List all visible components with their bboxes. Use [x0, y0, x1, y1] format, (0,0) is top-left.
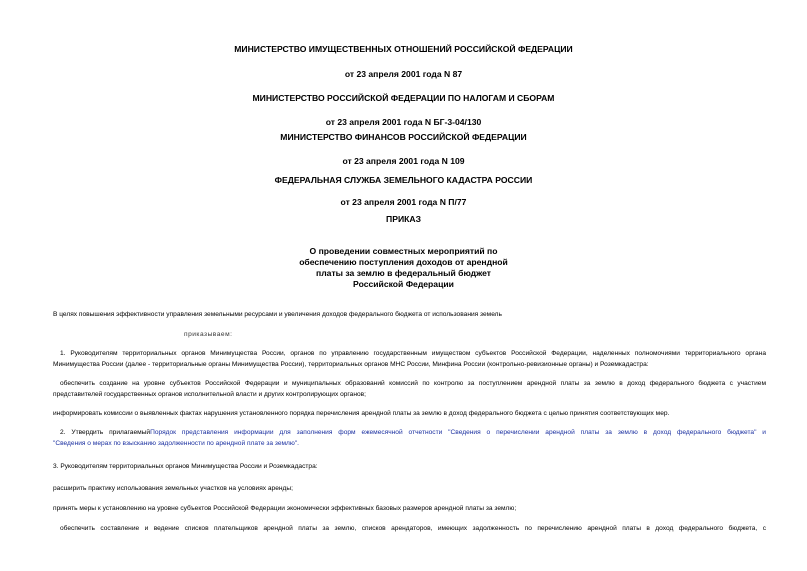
paragraph-1-line-1: 1. Руководителям территориальных органов Минимущества России, органов по управлению государственным имуществом субъектов Российской Федерации, наделенных полномочиями территориального органа — [60, 350, 766, 357]
header-order: ПРИКАЗ — [386, 214, 421, 224]
paragraph-7: принять меры к установлению на уровне субъектов Российской Федерации экономически эффективных базовых размеров арендной платы за землю; — [53, 505, 517, 512]
header-land-cadastre: ФЕДЕРАЛЬНАЯ СЛУЖБА ЗЕМЕЛЬНОГО КАДАСТРА РОССИИ — [274, 175, 533, 185]
procedure-link[interactable]: Порядок представления информации для заполнения форм ежемесячной отчетности "Сведения о перечислении арендной платы за землю в доход федерального бюджета" и — [150, 429, 766, 436]
paragraph-2-line-2: представителей государственных органов исполнительной власти и других контролирующих органов; — [53, 391, 366, 398]
paragraph-2-line-1: обеспечить создание на уровне субъектов Российской Федерации и муниципальных образований комиссий по контролю за поступлением арендной платы за землю в доход федерального бюджета с участием — [60, 380, 766, 387]
paragraph-4-prefix: 2. Утвердить прилагаемый — [60, 429, 151, 436]
order-word: приказываем: — [184, 331, 233, 338]
procedure-link-continued[interactable]: "Сведения о мерах по взысканию задолженности по арендной плате за землю". — [53, 440, 299, 447]
document-title — [0, 246, 807, 290]
paragraph-3: информировать комиссии о выявленных фактах нарушения установленного порядка перечисления арендной платы за землю в доход федерального бюджета с целью принятия соответствующих мер. — [53, 410, 670, 417]
paragraph-8-line-1: обеспечить составление и ведение списков плательщиков арендной платы за землю, списков арендаторов, имеющих задолженность по перечислению арендной платы в доход федерального бюджета, с — [60, 525, 766, 532]
title-line: О проведении совместных мероприятий по — [309, 246, 498, 256]
paragraph-5: 3. Руководителям территориальных органов Минимущества России и Роземкадастра: — [53, 463, 318, 470]
paragraph-8 — [53, 523, 766, 534]
title-line: обеспечению поступления доходов от арендной — [299, 257, 508, 267]
title-line: Российской Федерации — [353, 279, 454, 289]
paragraph-1-line-2: Минимущества России (далее - территориальные органы Минимущества России), территориальных органов МНС России, Минфина России (контрольно-ревизионные органы) и Роземкадастра: — [53, 361, 649, 368]
header-ministry-property: МИНИСТЕРСТВО ИМУЩЕСТВЕННЫХ ОТНОШЕНИЙ РОССИЙСКОЙ ФЕДЕРАЦИИ — [234, 44, 573, 54]
header-date-1: от 23 апреля 2001 года N 87 — [344, 69, 463, 79]
header-date-2: от 23 апреля 2001 года N БГ-3-04/130 — [325, 117, 482, 127]
header-ministry-finance: МИНИСТЕРСТВО ФИНАНСОВ РОССИЙСКОЙ ФЕДЕРАЦИИ — [280, 132, 527, 142]
header-date-3: от 23 апреля 2001 года N 109 — [342, 156, 465, 166]
intro-paragraph: В целях повышения эффективности управления земельными ресурсами и увеличения доходов федерального бюджета от использования земель — [53, 311, 502, 318]
title-line: платы за землю в федеральный бюджет — [316, 268, 491, 278]
paragraph-4-line-1 — [53, 427, 766, 438]
paragraph-4 — [53, 427, 766, 449]
header-date-4: от 23 апреля 2001 года N П/77 — [340, 197, 467, 207]
paragraph-6: расширить практику использования земельных участков на условиях аренды; — [53, 485, 293, 492]
paragraph-1 — [53, 348, 766, 370]
header-ministry-taxes: МИНИСТЕРСТВО РОССИЙСКОЙ ФЕДЕРАЦИИ ПО НАЛОГАМ И СБОРАМ — [252, 93, 555, 103]
paragraph-2 — [53, 378, 766, 400]
paragraph-4-line-2 — [53, 438, 766, 449]
